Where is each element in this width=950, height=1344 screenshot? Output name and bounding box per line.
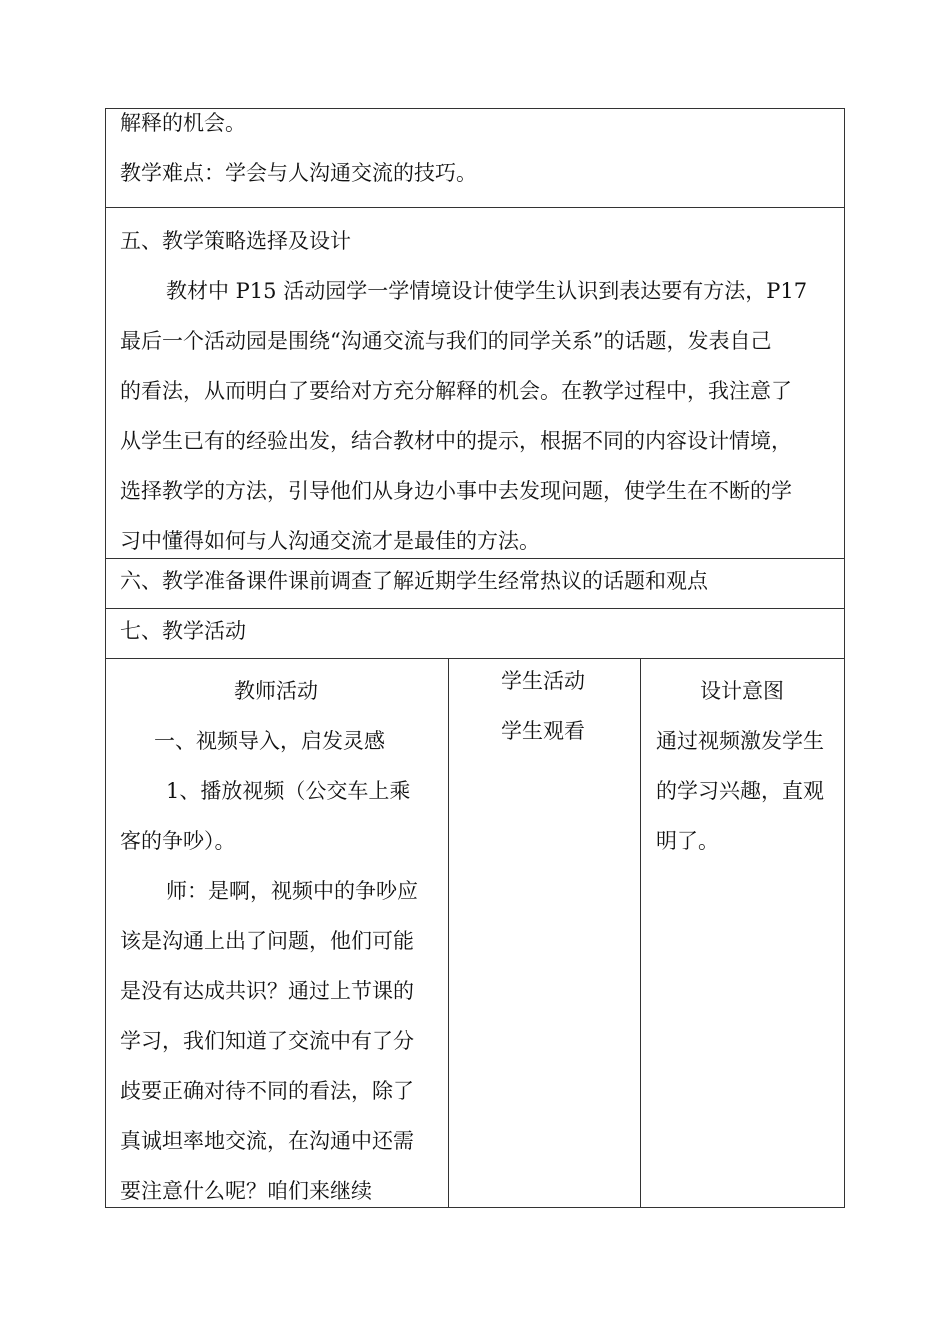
- teacher-activity-line: 客的争吵）。: [120, 829, 236, 853]
- section5-paragraph-line: 习中懂得如何与人沟通交流才是最佳的方法。: [120, 529, 540, 553]
- design-intent-header: 设计意图: [700, 679, 784, 703]
- teacher-activity-line: 真诚坦率地交流，在沟通中还需: [120, 1129, 414, 1153]
- section6-title: 六、教学准备课件课前调查了解近期学生经常热议的话题和观点: [120, 569, 708, 593]
- teacher-activity-line: 是没有达成共识？通过上节课的: [120, 979, 414, 1003]
- column-divider: [448, 659, 449, 1207]
- row-divider: [106, 608, 844, 609]
- design-intent-line: 通过视频激发学生: [656, 729, 824, 753]
- teacher-activity-line: 该是沟通上出了问题，他们可能: [120, 929, 414, 953]
- teacher-activity-line: 1、播放视频（公交车上乘: [166, 779, 411, 803]
- row-divider: [106, 558, 844, 559]
- design-intent-line: 明了。: [656, 829, 719, 853]
- teacher-activity-header: 教师活动: [234, 679, 318, 703]
- teacher-activity-line: 要注意什么呢？咱们来继续: [120, 1179, 372, 1203]
- section5-paragraph-line: 选择教学的方法，引导他们从身边小事中去发现问题，使学生在不断的学: [120, 479, 792, 503]
- section4-difficulty: 教学难点：学会与人沟通交流的技巧。: [120, 161, 477, 185]
- section4-line1: 解释的机会。: [120, 111, 246, 135]
- column-divider: [640, 659, 641, 1207]
- section5-paragraph-line: 的看法，从而明白了要给对方充分解释的机会。在教学过程中，我注意了: [120, 379, 792, 403]
- section5-title: 五、教学策略选择及设计: [120, 229, 351, 253]
- section5-paragraph-line: 从学生已有的经验出发，结合教材中的提示，根据不同的内容设计情境，: [120, 429, 792, 453]
- teacher-activity-line: 师：是啊，视频中的争吵应: [166, 879, 418, 903]
- row-divider: [106, 658, 844, 659]
- section7-title: 七、教学活动: [120, 619, 246, 643]
- teacher-activity-line: 一、视频导入，启发灵感: [154, 729, 385, 753]
- student-activity-line: 学生观看: [501, 719, 585, 743]
- student-activity-header: 学生活动: [501, 669, 585, 693]
- design-intent-line: 的学习兴趣，直观: [656, 779, 824, 803]
- teacher-activity-line: 歧要正确对待不同的看法，除了: [120, 1079, 414, 1103]
- teacher-activity-line: 学习，我们知道了交流中有了分: [120, 1029, 414, 1053]
- section5-paragraph-line: 教材中 P15 活动园学一学情境设计使学生认识到表达要有方法，P17: [166, 279, 808, 303]
- row-divider: [106, 207, 844, 208]
- section5-paragraph-line: 最后一个活动园是围绕“沟通交流与我们的同学关系”的话题，发表自己: [120, 329, 772, 353]
